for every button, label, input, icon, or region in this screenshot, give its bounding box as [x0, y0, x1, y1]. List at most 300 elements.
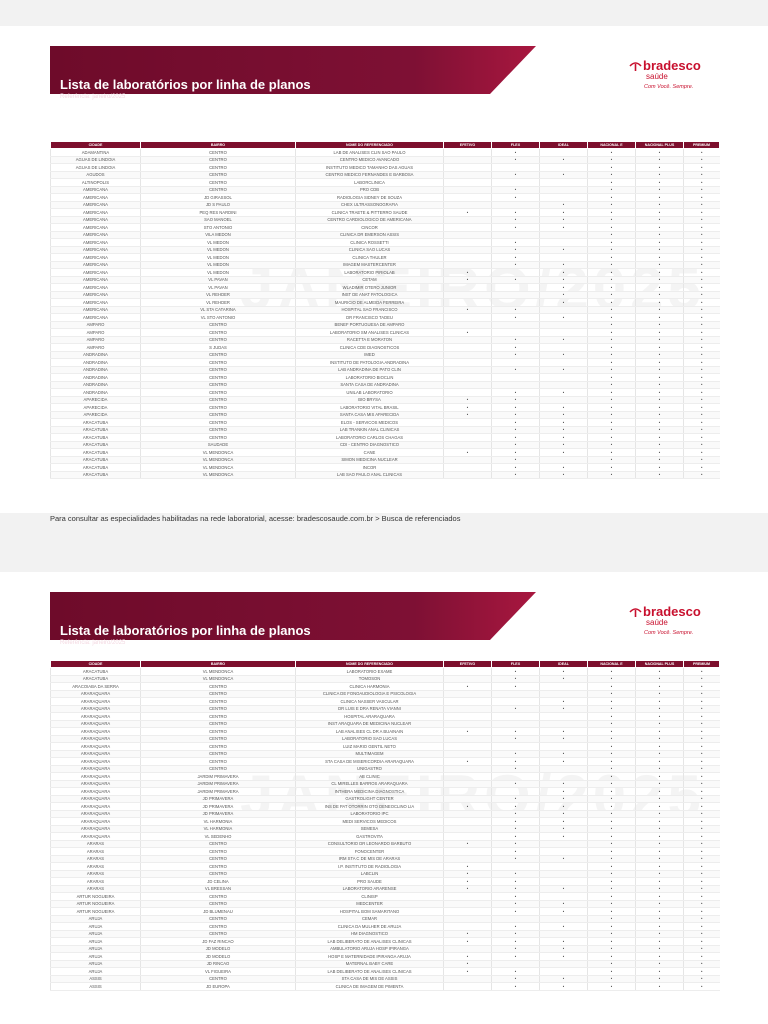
table-cell [492, 713, 540, 721]
table-cell: ARUJA [51, 915, 141, 923]
table-cell [444, 149, 492, 157]
table-cell: • [636, 216, 684, 224]
table-cell: • [588, 329, 636, 337]
table-row [51, 419, 720, 427]
table-cell: • [540, 426, 588, 434]
table-cell: ARARAQUARA [51, 780, 141, 788]
table-row [51, 863, 720, 871]
table-row [51, 171, 720, 179]
table-cell: • [444, 953, 492, 961]
table-cell: CENTRO [141, 374, 296, 382]
table-cell [540, 870, 588, 878]
table-cell: LAB ANDRADINA DE PATO CLIN [296, 366, 444, 374]
table-cell: • [492, 818, 540, 826]
table-cell [444, 825, 492, 833]
table-cell [540, 765, 588, 773]
table-cell: • [492, 276, 540, 284]
table-cell: • [588, 254, 636, 262]
table-cell: IMAGEM MASTERCENTER [296, 261, 444, 269]
table-cell: • [636, 441, 684, 449]
table-cell: MEDCENTER [296, 900, 444, 908]
table-cell [444, 186, 492, 194]
table-row [51, 389, 720, 397]
table-cell: AMERICANA [51, 201, 141, 209]
table-cell: • [492, 186, 540, 194]
table-cell [540, 960, 588, 968]
table-row [51, 449, 720, 457]
table-cell: LABORATORIO SAO LUCAS [296, 735, 444, 743]
table-row [51, 698, 720, 706]
table-cell: VL MENDONCA [141, 471, 296, 479]
table-cell: ARARAQUARA [51, 795, 141, 803]
table-cell: • [588, 848, 636, 856]
table-cell [444, 201, 492, 209]
table-cell: • [588, 945, 636, 953]
table-cell: CENTRO [141, 171, 296, 179]
table-cell: CENTRO [141, 359, 296, 367]
table-cell: CLINICA DE IMAGEM DE PIMENTA [296, 983, 444, 991]
table-cell: MAURICIO DE ALMEIDA FERREIRA [296, 299, 444, 307]
table-cell: • [588, 359, 636, 367]
table-cell: • [588, 855, 636, 863]
table-cell: CENTRO [141, 351, 296, 359]
table-cell [444, 765, 492, 773]
table-cell: • [684, 381, 720, 389]
table-cell: • [636, 953, 684, 961]
table-cell: • [684, 419, 720, 427]
table-row [51, 945, 720, 953]
table-cell: • [492, 344, 540, 352]
table-cell: • [540, 351, 588, 359]
table-row [51, 156, 720, 164]
brand-tagline: Com Você. Sempre. [644, 84, 694, 90]
table-cell [444, 818, 492, 826]
table-cell: • [492, 426, 540, 434]
table-cell: • [540, 314, 588, 322]
table-cell: ARACATUBA [51, 471, 141, 479]
table-cell: VL MENDONCA [141, 668, 296, 676]
table-row [51, 818, 720, 826]
table-cell: UNIGASTRO [296, 765, 444, 773]
table-cell: • [684, 833, 720, 841]
table-cell: ALTINOPOLIS [51, 179, 141, 187]
table-cell: AB CLINIC [296, 773, 444, 781]
table-cell [540, 164, 588, 172]
table-cell: • [636, 419, 684, 427]
table-cell: VL MEDON [141, 261, 296, 269]
table-cell [444, 848, 492, 856]
table-cell: • [588, 765, 636, 773]
page-title: Lista de laboratórios por linha de planos [60, 77, 311, 92]
table-cell: • [636, 321, 684, 329]
table-cell [492, 321, 540, 329]
table-cell: AMERICANA [51, 284, 141, 292]
table-cell: ARARAQUARA [51, 765, 141, 773]
table-cell: • [684, 983, 720, 991]
table-cell [540, 878, 588, 886]
table-cell: • [636, 291, 684, 299]
table-cell: • [588, 441, 636, 449]
table-cell: • [492, 923, 540, 931]
table-header-row [51, 142, 720, 149]
table-cell: • [636, 186, 684, 194]
table-cell: • [540, 246, 588, 254]
table-cell: • [588, 261, 636, 269]
table-cell: • [684, 329, 720, 337]
table-cell: JD FAZ RINCAO [141, 938, 296, 946]
table-cell: • [588, 908, 636, 916]
table-cell: • [588, 810, 636, 818]
table-cell: • [540, 945, 588, 953]
table-cell: • [492, 314, 540, 322]
table-cell [444, 893, 492, 901]
table-cell: ARUJA [51, 930, 141, 938]
table-cell: • [540, 464, 588, 472]
table-cell: AMERICANA [51, 261, 141, 269]
table-cell: • [588, 728, 636, 736]
table-cell: • [684, 261, 720, 269]
table-cell: LAB ANALISES CL DR A BUAINAIN [296, 728, 444, 736]
table-cell: APARECIDA [51, 411, 141, 419]
table-body [51, 668, 720, 991]
table-cell: • [492, 968, 540, 976]
table-cell: • [492, 239, 540, 247]
table-cell: CENTRO [141, 915, 296, 923]
laboratory-table [50, 660, 720, 991]
table-row [51, 975, 720, 983]
table-cell [492, 773, 540, 781]
table-cell: CENTRO [141, 434, 296, 442]
table-cell: CENTRO [141, 743, 296, 751]
table-row [51, 164, 720, 172]
table-cell: INTHERA MEDICINA DIAGNOSTICA [296, 788, 444, 796]
table-cell [444, 923, 492, 931]
table-cell: • [588, 314, 636, 322]
table-cell: JARDIM PRIMAVERA [141, 773, 296, 781]
table-cell: • [588, 224, 636, 232]
table-row [51, 314, 720, 322]
table-cell: HOSPITAL SAO FRANCISCO [296, 306, 444, 314]
table-cell: • [684, 306, 720, 314]
table-cell: IRM STA C DE MIS DE ARARAS [296, 855, 444, 863]
table-cell: • [588, 870, 636, 878]
table-cell: • [588, 269, 636, 277]
table-cell: • [636, 209, 684, 217]
table-cell: • [540, 449, 588, 457]
table-cell: RACETTA E MORATON [296, 336, 444, 344]
table-cell: • [636, 795, 684, 803]
table-cell: • [684, 698, 720, 706]
table-row [51, 705, 720, 713]
laboratory-table [50, 141, 720, 479]
table-cell: • [588, 411, 636, 419]
table-cell: • [684, 923, 720, 931]
table-cell: ARARAQUARA [51, 720, 141, 728]
table-cell [540, 344, 588, 352]
table-cell: GASTROLIGHT CENTER [296, 795, 444, 803]
table-body [51, 149, 720, 479]
table-row [51, 396, 720, 404]
table-cell: • [684, 449, 720, 457]
table-cell: • [492, 464, 540, 472]
table-cell: • [588, 930, 636, 938]
table-cell [540, 374, 588, 382]
table-cell: ARARAS [51, 878, 141, 886]
table-row [51, 381, 720, 389]
table-cell: • [540, 750, 588, 758]
table-cell: ARARAQUARA [51, 788, 141, 796]
table-cell: • [636, 284, 684, 292]
table-cell: • [684, 164, 720, 172]
table-cell: • [588, 915, 636, 923]
table-cell: VL MENDONCA [141, 449, 296, 457]
table-cell: CENTRO [141, 975, 296, 983]
table-cell: AMPARO [51, 336, 141, 344]
table-cell: • [588, 735, 636, 743]
table-cell [444, 464, 492, 472]
table-cell: HOSPITAL ARARAQUARA [296, 713, 444, 721]
table-cell: CONSULTORIO DR LEONARDO BARBUTO [296, 840, 444, 848]
table-cell: • [684, 374, 720, 382]
table-cell: • [444, 878, 492, 886]
table-cell: • [636, 374, 684, 382]
table-row [51, 908, 720, 916]
table-cell: • [684, 396, 720, 404]
table-cell: • [636, 389, 684, 397]
table-cell [444, 720, 492, 728]
table-cell: ARARAQUARA [51, 810, 141, 818]
table-cell: • [588, 471, 636, 479]
table-cell: • [684, 713, 720, 721]
table-cell [540, 306, 588, 314]
table-cell: • [492, 855, 540, 863]
table-cell: • [492, 411, 540, 419]
table-cell: • [636, 690, 684, 698]
table-cell: CLINICA THULER [296, 254, 444, 262]
table-cell: • [636, 683, 684, 691]
table-cell: ADAMANTINA [51, 149, 141, 157]
table-row [51, 810, 720, 818]
table-cell: • [684, 359, 720, 367]
table-cell: • [588, 336, 636, 344]
table-cell: • [540, 224, 588, 232]
table-cell: • [492, 803, 540, 811]
table-cell: • [540, 908, 588, 916]
column-header: IDEAL [540, 661, 588, 668]
table-cell: • [540, 705, 588, 713]
table-cell: • [444, 449, 492, 457]
table-row [51, 953, 720, 961]
column-header: NOME DO REFERENCIADO [296, 661, 444, 668]
table-cell: • [492, 885, 540, 893]
table-cell: • [636, 411, 684, 419]
document-page-1 [0, 26, 768, 523]
table-row [51, 291, 720, 299]
table-cell: • [684, 863, 720, 871]
table-cell: • [588, 698, 636, 706]
table-cell: • [444, 396, 492, 404]
table-row [51, 683, 720, 691]
table-cell [540, 321, 588, 329]
table-cell [540, 179, 588, 187]
table-cell: • [588, 201, 636, 209]
table-cell: • [636, 179, 684, 187]
table-cell: BENEF PORTUGUESA DE AMPARO [296, 321, 444, 329]
table-cell: • [492, 224, 540, 232]
table-cell: • [492, 750, 540, 758]
table-cell: CENTRO [141, 683, 296, 691]
table-row [51, 246, 720, 254]
table-cell: • [492, 254, 540, 262]
table-cell: • [492, 833, 540, 841]
table-cell: • [588, 246, 636, 254]
table-cell: • [588, 404, 636, 412]
table-cell: VL SEDENHO [141, 833, 296, 841]
table-cell: • [636, 930, 684, 938]
table-cell: CENTRO [141, 698, 296, 706]
table-cell: VL MEDON [141, 239, 296, 247]
table-cell: AMERICANA [51, 291, 141, 299]
table-cell: • [492, 870, 540, 878]
table-cell: CENTRO [141, 758, 296, 766]
table-cell: HOSP E MATERNIDADE IPIRANGA ARUJA [296, 953, 444, 961]
table-cell: • [540, 675, 588, 683]
table-cell: • [492, 683, 540, 691]
table-row [51, 923, 720, 931]
table-cell [444, 351, 492, 359]
table-cell: CENTRO [141, 735, 296, 743]
table-cell: • [636, 758, 684, 766]
table-row [51, 464, 720, 472]
table-cell: • [444, 269, 492, 277]
table-cell: • [540, 276, 588, 284]
table-cell: AMERICANA [51, 306, 141, 314]
table-cell: CENTRO [141, 149, 296, 157]
table-header-row [51, 661, 720, 668]
table-cell: • [492, 396, 540, 404]
table-cell: CENTRO [141, 396, 296, 404]
table-cell [444, 299, 492, 307]
table-cell: CLINICA NASSER VASCULAR [296, 698, 444, 706]
table-row [51, 321, 720, 329]
table-row [51, 239, 720, 247]
table-cell: ARARAS [51, 840, 141, 848]
table-cell: • [588, 389, 636, 397]
table-cell: • [540, 419, 588, 427]
table-cell: • [636, 336, 684, 344]
table-row [51, 194, 720, 202]
table-cell: • [636, 908, 684, 916]
column-header: IDEAL [540, 142, 588, 149]
table-cell: • [492, 795, 540, 803]
table-cell: • [588, 953, 636, 961]
table-cell: • [492, 878, 540, 886]
table-cell: • [492, 209, 540, 217]
table-cell: • [684, 728, 720, 736]
table-cell: • [588, 893, 636, 901]
table-cell: PEQ RES NARDINI [141, 209, 296, 217]
table-cell: VL MENDONCA [141, 675, 296, 683]
table-row [51, 803, 720, 811]
table-cell: • [588, 306, 636, 314]
table-cell [444, 366, 492, 374]
table-cell: • [636, 171, 684, 179]
table-cell: ASSIS [51, 983, 141, 991]
table-cell: • [492, 171, 540, 179]
table-cell [540, 930, 588, 938]
table-cell: • [492, 306, 540, 314]
table-cell: • [492, 825, 540, 833]
table-cell: • [636, 456, 684, 464]
table-cell: UNILAB LABORATORIO [296, 389, 444, 397]
table-row [51, 960, 720, 968]
table-row [51, 269, 720, 277]
table-cell: ARARAQUARA [51, 735, 141, 743]
table-cell: CANE [296, 449, 444, 457]
table-cell: CINCOR [296, 224, 444, 232]
table-row [51, 224, 720, 232]
table-cell: CENTRO [141, 840, 296, 848]
table-row [51, 690, 720, 698]
table-cell: • [684, 930, 720, 938]
table-cell: • [684, 735, 720, 743]
table-cell: VL REHDER [141, 291, 296, 299]
table-cell: • [444, 885, 492, 893]
table-cell: • [492, 675, 540, 683]
table-cell: • [444, 840, 492, 848]
table-row [51, 780, 720, 788]
table-cell: • [588, 351, 636, 359]
column-header: FLEX [492, 661, 540, 668]
table-cell: CENTRO [141, 156, 296, 164]
table-cell [444, 675, 492, 683]
table-cell: CENTRO [141, 705, 296, 713]
column-header: NOME DO REFERENCIADO [296, 142, 444, 149]
table-cell [444, 456, 492, 464]
table-cell: • [684, 758, 720, 766]
table-cell: • [684, 276, 720, 284]
table-cell: JD MODELO [141, 945, 296, 953]
table-cell: ARUJA [51, 938, 141, 946]
table-cell: • [636, 156, 684, 164]
table-row [51, 374, 720, 382]
table-cell: • [540, 389, 588, 397]
table-cell: DR FRANCISCO TADEU [296, 314, 444, 322]
table-cell: • [636, 923, 684, 931]
table-row [51, 885, 720, 893]
table-cell: • [588, 758, 636, 766]
table-cell: • [588, 690, 636, 698]
table-cell: CENTRO [141, 186, 296, 194]
table-cell: • [540, 975, 588, 983]
table-cell: • [588, 885, 636, 893]
table-cell: INST ARAQUARA DE MEDICINA NUCLEAR [296, 720, 444, 728]
table-cell [444, 743, 492, 751]
table-cell: • [588, 923, 636, 931]
table-row [51, 471, 720, 479]
brand-name: bradesco [643, 58, 701, 73]
table-cell [444, 705, 492, 713]
table-cell: • [684, 690, 720, 698]
table-cell: • [540, 818, 588, 826]
table-cell: CDI - CENTRO DIAGNOSTICO [296, 441, 444, 449]
table-cell: • [684, 344, 720, 352]
table-cell: • [492, 441, 540, 449]
table-cell [540, 239, 588, 247]
table-cell: • [588, 426, 636, 434]
table-cell: • [636, 224, 684, 232]
table-cell: • [444, 728, 492, 736]
